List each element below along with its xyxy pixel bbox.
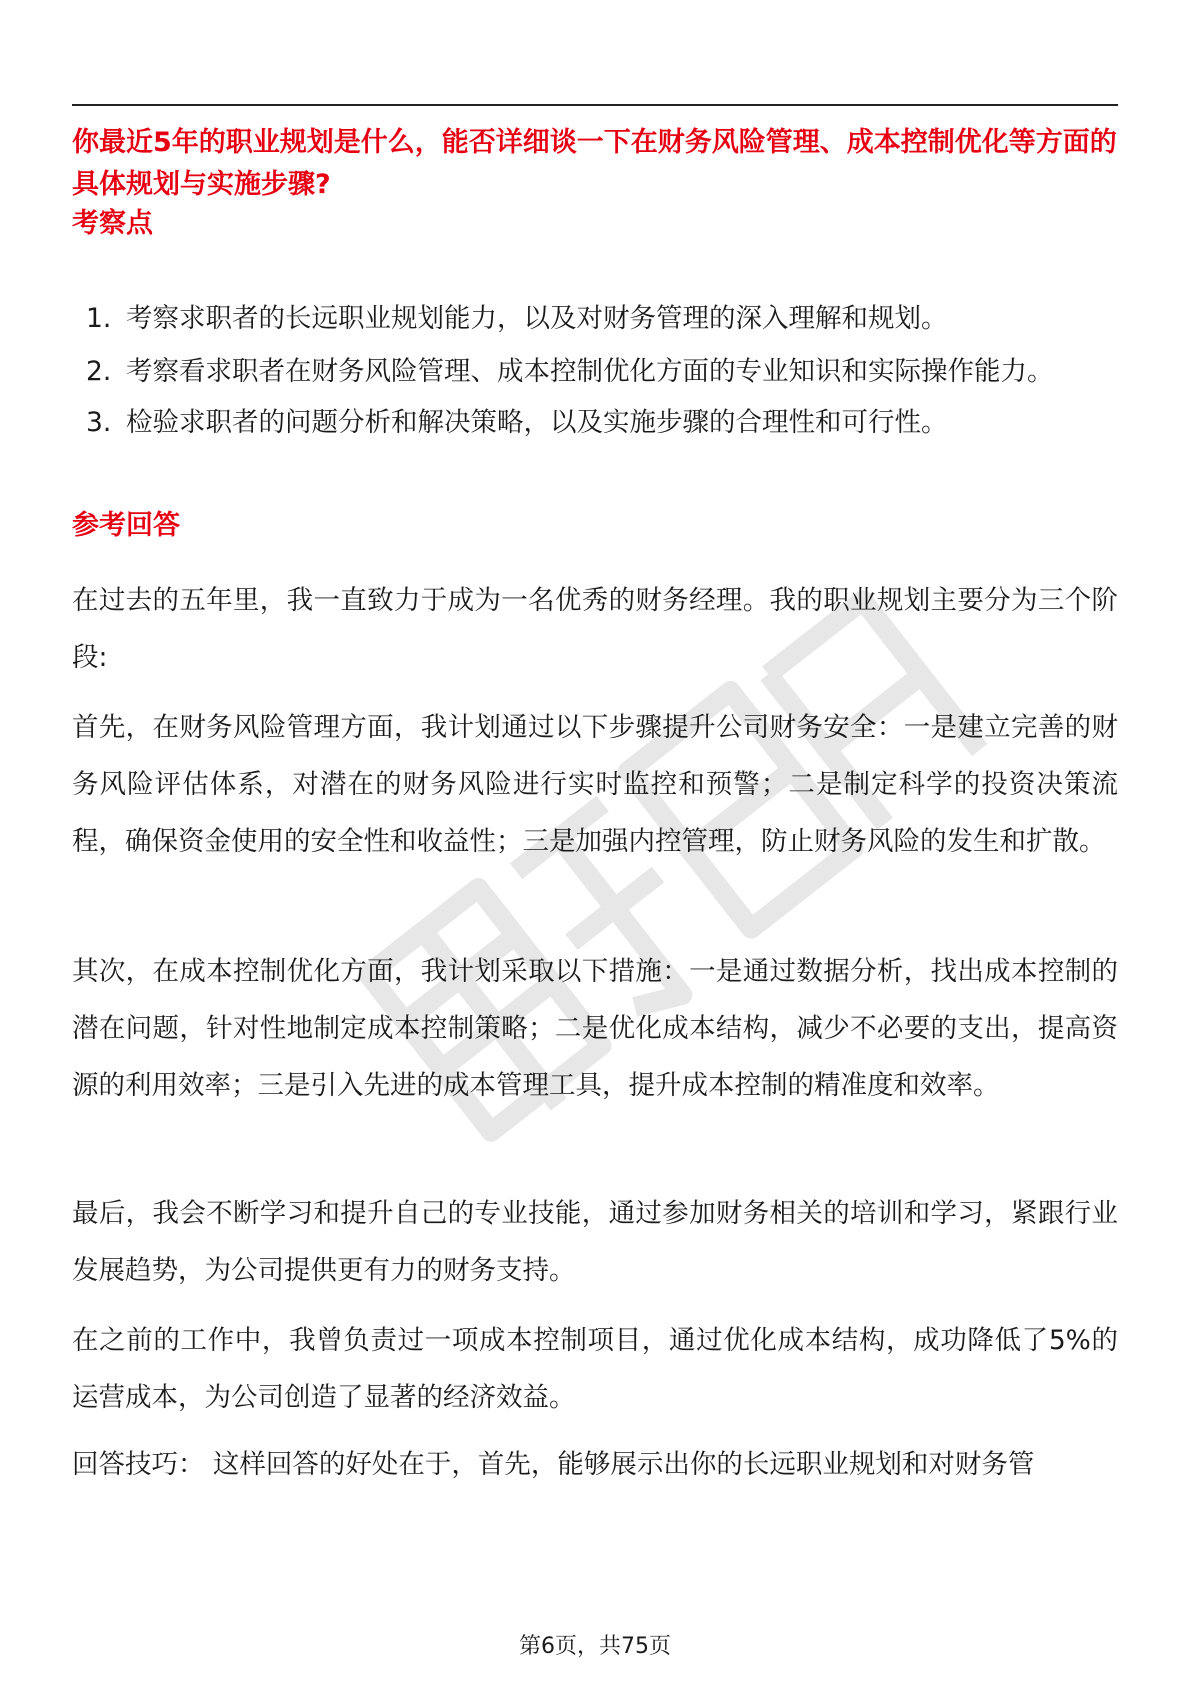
answer-paragraph: 在过去的五年里，我一直致力于成为一名优秀的财务经理。我的职业规划主要分为三个阶段: — [72, 585, 1118, 673]
answer-paragraph: 最后，我会不断学习和提升自己的专业技能，通过参加财务相关的培训和学习，紧跟行业发展趋势，为公司提供更有力的财务支持。 — [72, 1198, 1118, 1286]
answer-paragraph: 首先，在财务风险管理方面，我计划通过以下步骤提升公司财务安全：一是建立完善的财务风险评估体系，对潜在的财务风险进行实时监控和预警；二是制定科学的投资决策流程，确保资金使用的安全性和收益性；三是加强内控管理，防止财务风险的发生和扩散。 — [72, 712, 1118, 857]
list-item-number: 2. — [86, 356, 112, 387]
list-item — [72, 343, 1118, 400]
points-list — [72, 290, 1118, 451]
list-item-number: 1. — [86, 303, 112, 334]
answer-heading: 参考回答 — [72, 510, 180, 541]
list-item-text: 考察求职者的长远职业规划能力，以及对财务管理的深入理解和规划。 — [126, 303, 948, 334]
question-title: 你最近5年的职业规划是什么，能否详细谈一下在财务风险管理、成本控制优化等方面的具体规划与实施步骤? — [72, 127, 1117, 200]
answer-paragraph: 在之前的工作中，我曾负责过一项成本控制项目，通过优化成本结构，成功降低了5%的运营成本，为公司创造了显著的经济效益。 — [72, 1325, 1118, 1413]
list-item-text: 考察看求职者在财务风险管理、成本控制优化方面的专业知识和实际操作能力。 — [126, 356, 1054, 387]
list-item — [72, 290, 1118, 347]
answer-tips: 回答技巧： 这样回答的好处在于，首先，能够展示出你的长远职业规划和对财务管 — [72, 1449, 1035, 1480]
top-divider — [72, 104, 1118, 106]
page-footer: 第6页，共75页 — [519, 1634, 671, 1659]
list-item-text: 检验求职者的问题分析和解决策略，以及实施步骤的合理性和可行性。 — [126, 407, 948, 438]
answer-paragraph: 其次，在成本控制优化方面，我计划采取以下措施：一是通过数据分析，找出成本控制的潜在问题，针对性地制定成本控制策略；二是优化成本结构，减少不必要的支出，提高资源的利用效率；三是引入先进的成本管理工具，提升成本控制的精准度和效率。 — [72, 956, 1118, 1101]
points-heading: 考察点 — [72, 208, 153, 239]
list-item-number: 3. — [86, 407, 112, 438]
list-item — [72, 394, 1118, 451]
